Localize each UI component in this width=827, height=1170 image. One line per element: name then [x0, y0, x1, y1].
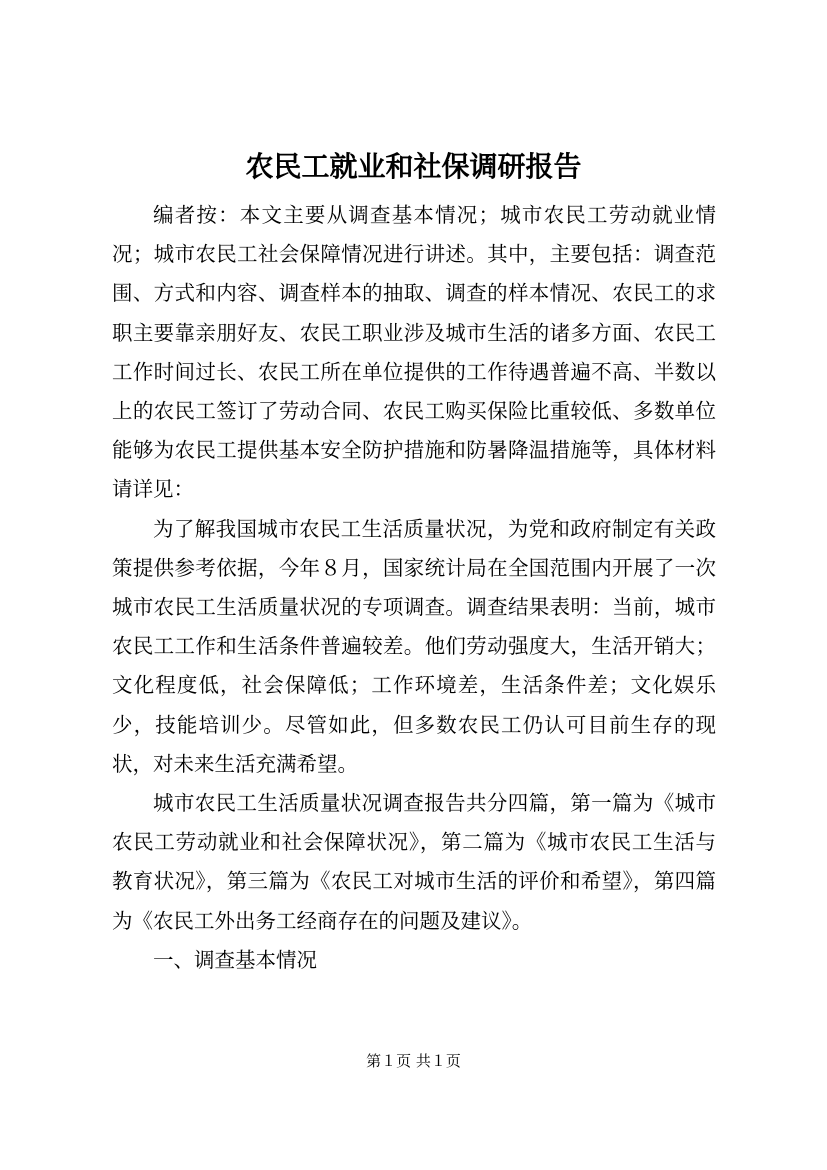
report-structure-paragraph: 城市农民工生活质量状况调查报告共分四篇，第一篇为《城市农民工劳动就业和社会保障状况》，第二篇为《城市农民工生活与教育状况》，第三篇为《农民工对城市生活的评价和希望》，第四篇为《农民工外出务工经商存在的问题及建议》。	[112, 791, 716, 933]
document-title: 农民工就业和社保调研报告	[245, 150, 582, 183]
page-footer: 第１页 共１页	[366, 1052, 461, 1070]
section-heading: 一、调查基本情况	[153, 947, 317, 972]
editor-note-paragraph: 编者按：本文主要从调查基本情况；城市农民工劳动就业情况；城市农民工社会保障情况进行讲述。其中，主要包括：调查范围、方式和内容、调查样本的抽取、调查的样本情况、农民工的求职主要靠亲朋好友、农民工职业涉及城市生活的诸多方面、农民工工作时间过长、农民工所在单位提供的工作待遇普遍不高、半数以上的农民工签订了劳动合同、农民工购买保险比重较低、多数单位能够为农民工提供基本安全防护措施和防暑降温措施等，具体材料请详见：	[112, 203, 716, 502]
background-paragraph: 为了解我国城市农民工生活质量状况，为党和政府制定有关政策提供参考依据，今年８月，国家统计局在全国范围内开展了一次城市农民工生活质量状况的专项调查。调查结果表明：当前，城市农民工工作和生活条件普遍较差。他们劳动强度大，生活开销大；文化程度低，社会保障低；工作环境差，生活条件差；文化娱乐少，技能培训少。尽管如此，但多数农民工仍认可目前生存的现状，对未来生活充满希望。	[112, 516, 716, 776]
document-body	[112, 196, 716, 980]
